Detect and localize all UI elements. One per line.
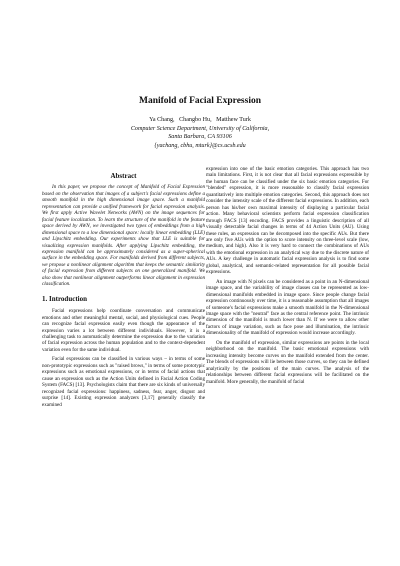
intro-paragraph-1: Facial expressions help coordinate conversation and communicate emotions and other meaningful mental, social, and physiological cues. People can recognize facial expression easily even though the appearance of the expression varies a lot between different individuals. However, it is a challenging task to automatically determine the expression due to the variation of facial expression across the human population and to the context-dependent variation even for the same individual. — [42, 308, 205, 353]
abstract-section — [42, 184, 205, 287]
abstract-text: In this paper, we propose the concept of Manifold of Facial Expression based on the observation that images of a subject's facial expressions define a smooth manifold in the high dimensional image space. Such a manifold representation can provide a unified framework for facial expression analysis. We first apply Active Wavelet Networks (AWN) on the image sequences for facial feature localization. To learn the structure of the manifold in the feature space derived by AWN, we investigated two types of embeddings from a high dimensional space to a low dimensional space: locally linear embedding (LLE) and Lipschitz embedding. Our experiments show that LLE is suitable for visualizing expression manifolds. After applying Lipschitz embedding, the expression manifold can be approximately considered as a super-spherical surface in the embedding space. For manifolds derived from different subjects, we propose a nonlinear alignment algorithm that keeps the semantic similarity of facial expression from different subjects on one generalized manifold. We also show that nonlinear alignment outperforms linear alignment in expression classification. — [42, 184, 205, 288]
author-block — [0, 116, 400, 150]
right-column — [206, 166, 369, 385]
author-names: Ya Chang, Changbo Hu, Matthew Turk — [149, 117, 251, 123]
abstract-heading: Abstract — [110, 172, 137, 180]
author-address: Santa Barbara, CA 93106 — [168, 134, 232, 141]
intro-heading: 1. Introduction — [42, 294, 87, 303]
left-column — [42, 173, 205, 408]
right-paragraph-3: On the manifold of expression, similar expressions are points in the local neighborhood on the manifold. The basic emotional expressions with increasing intensity become curves on the manifold extended from the center. The blends of expressions will lie between those curves, so they can be defined analytically by the positions of the main curves. The analysis of the relationships between different facial expressions will be facilitated on the manifold. More generally, the manifold of facial — [206, 339, 369, 385]
paper-title: Manifold of Facial Expression — [138, 96, 261, 106]
author-affiliation: Computer Science Department, University of California, — [130, 125, 270, 132]
right-paragraph-2: An image with N pixels can be considered as a point in an N-dimensional image space, and the variability of image classes can be represented as low-dimensional manifolds embedded in image space. Since people change facial expression continuously over time, it is a reasonable assumption that all images of someone's facial expressions make a smooth manifold in the N-dimensional image space with the "neutral" face as the central reference point. The intrinsic dimension of the manifold is much lower than N. If we were to allow other factors of image variation, such as face pose and illumination, the intrinsic dimensionality of the manifold of expression would increase accordingly. — [206, 278, 369, 337]
author-email: {yachang, cbhu, mturk}@cs.ucsb.edu — [154, 142, 246, 149]
intro-paragraph-2: Facial expressions can be classified in various ways – in terms of some non-prototypic expressions such as "raised brows," in terms of some prototypic expressions such as emotional expressions, or in terms of facial actions that cause an expression such as the Action Units defined in Facial Action Coding System (FACS) [13]. Psychologists claim that there are six kinds of universally recognized facial expressions: happiness, sadness, fear, anger, disgust and surprise [14]. Existing expression analyzers [3,17] generally classify the examined — [42, 356, 205, 408]
right-paragraph-1: expression into one of the basic emotion categories. This approach has two main limitations. First, it is not clear that all facial expressions expressible by the human face can be classified under the six basic emotion categories. For "blended" expression, it is more reasonable to classify facial expression quantitatively into multiple emotion categories. Second, this approach does not consider the intensity scale of the different facial expressions. In addition, each person has his/her own maximal intensity of displaying a particular facial action. Many behavioral scientists perform facial expression classification through FACS [13] encoding. FACS provides a linguistic description of all visually detectable facial changes in terms of 44 Action Units (AU). Using these rules, an expression can be decomposed into the specific AUs. But there are only five AUs with the option to score intensity on three-level scale (low, medium, and high). Also it is very hard to connect the combinations of AUs with the emotional expression in an analytical way due to the discrete nature of AUs. A key challenge in automatic facial expression analysis is to find some global, analytical, and semantic-related representation for all possible facial expressions. — [206, 166, 369, 276]
